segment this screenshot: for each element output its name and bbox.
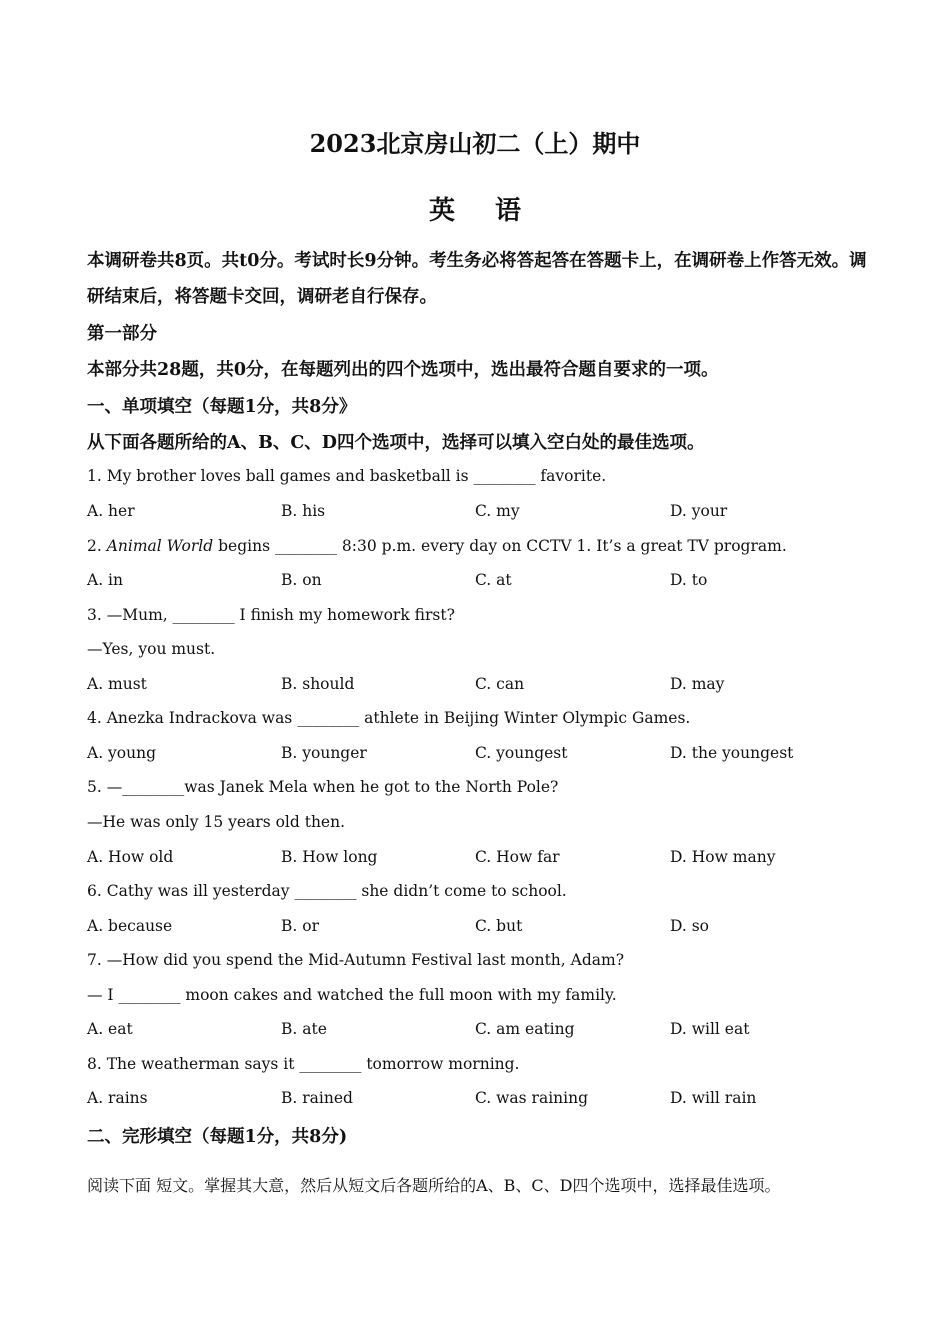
option-b: B. rained	[281, 1089, 353, 1107]
option-b: B. on	[281, 571, 322, 589]
option-d: D. will eat	[670, 1020, 750, 1038]
section2-heading: 二、完形填空（每题1分，共8分)	[87, 1127, 348, 1147]
question-options	[87, 675, 877, 697]
question-options	[87, 1089, 877, 1111]
option-b: B. younger	[281, 744, 367, 762]
option-d: D. your	[670, 502, 728, 520]
question-options	[87, 571, 877, 593]
option-d: D. How many	[670, 848, 776, 866]
option-c: C. can	[475, 675, 525, 693]
question-stem: 7. —How did you spend the Mid-Autumn Festival last month, Adam?	[87, 951, 625, 969]
option-a: A. in	[87, 571, 123, 589]
question-stem	[87, 537, 877, 555]
option-b: B. his	[281, 502, 326, 520]
option-c: C. am eating	[475, 1020, 575, 1038]
question-stem: 6. Cathy was ill yesterday ________ she didn’t come to school.	[87, 882, 567, 900]
option-b: B. ate	[281, 1020, 327, 1038]
question-options	[87, 917, 877, 939]
option-c: C. youngest	[475, 744, 568, 762]
exam-title: 2023北京房山初二（上）期中	[309, 129, 641, 158]
section1-heading: 一、单项填空（每题1分，共8分》	[87, 397, 357, 417]
program-title: Animal World	[106, 537, 214, 555]
option-a: A. eat	[87, 1020, 133, 1038]
question-reply: —Yes, you must.	[87, 640, 216, 658]
option-d: D. may	[670, 675, 725, 693]
subject-title: 英语	[428, 196, 561, 226]
option-a: A. her	[87, 502, 135, 520]
question-options	[87, 1020, 877, 1042]
option-d: D. to	[670, 571, 708, 589]
question-options	[87, 744, 877, 766]
question-text: begins ________ 8:30 p.m. every day on CCTV 1. It’s a great TV program.	[213, 537, 787, 555]
option-d: D. will rain	[670, 1089, 757, 1107]
question-reply: — I ________ moon cakes and watched the full moon with my family.	[87, 986, 617, 1004]
section2-instruction: 阅读下面 短文。掌握其大意，然后从短文后各题所给的A、B、C、D四个选项中，选择最佳选项。	[87, 1176, 781, 1195]
option-b: B. How long	[281, 848, 378, 866]
notice-text: 本调研卷共8页。共t0分。考试时长9分钟。考生务必将答起答在答题卡上，在调研卷上作答无效。调研结束后，将答题卡交回，调研老自行保存。	[87, 251, 867, 307]
section1-instruction: 从下面各题所给的A、B、C、D四个选项中，选择可以填入空白处的最佳选项。	[87, 433, 705, 453]
question-stem: 1. My brother loves ball games and basketball is ________ favorite.	[87, 467, 607, 485]
option-c: C. my	[475, 502, 520, 520]
option-c: C. How far	[475, 848, 560, 866]
part1-title: 第一部分	[87, 324, 157, 344]
option-a: A. rains	[87, 1089, 148, 1107]
option-c: C. at	[475, 571, 512, 589]
question-number: 2.	[87, 537, 107, 555]
option-a: A. How old	[87, 848, 174, 866]
option-a: A. must	[87, 675, 147, 693]
question-stem: 5. —________was Janek Mela when he got to the North Pole?	[87, 778, 559, 796]
question-stem: 3. —Mum, ________ I finish my homework first?	[87, 606, 455, 624]
question-stem: 8. The weatherman says it ________ tomorrow morning.	[87, 1055, 520, 1073]
question-options	[87, 502, 877, 524]
option-a: A. young	[87, 744, 157, 762]
option-d: D. the youngest	[670, 744, 794, 762]
option-d: D. so	[670, 917, 710, 935]
option-b: B. or	[281, 917, 319, 935]
question-stem: 4. Anezka Indrackova was ________ athlete in Beijing Winter Olympic Games.	[87, 709, 691, 727]
option-c: C. was raining	[475, 1089, 589, 1107]
option-c: C. but	[475, 917, 523, 935]
option-a: A. because	[87, 917, 173, 935]
question-options	[87, 848, 877, 870]
part1-description: 本部分共28题，共0分，在每题列出的四个选项中，选出最符合题自要求的一项。	[87, 360, 719, 380]
exam-notice	[87, 243, 877, 315]
question-reply: —He was only 15 years old then.	[87, 813, 346, 831]
option-b: B. should	[281, 675, 355, 693]
